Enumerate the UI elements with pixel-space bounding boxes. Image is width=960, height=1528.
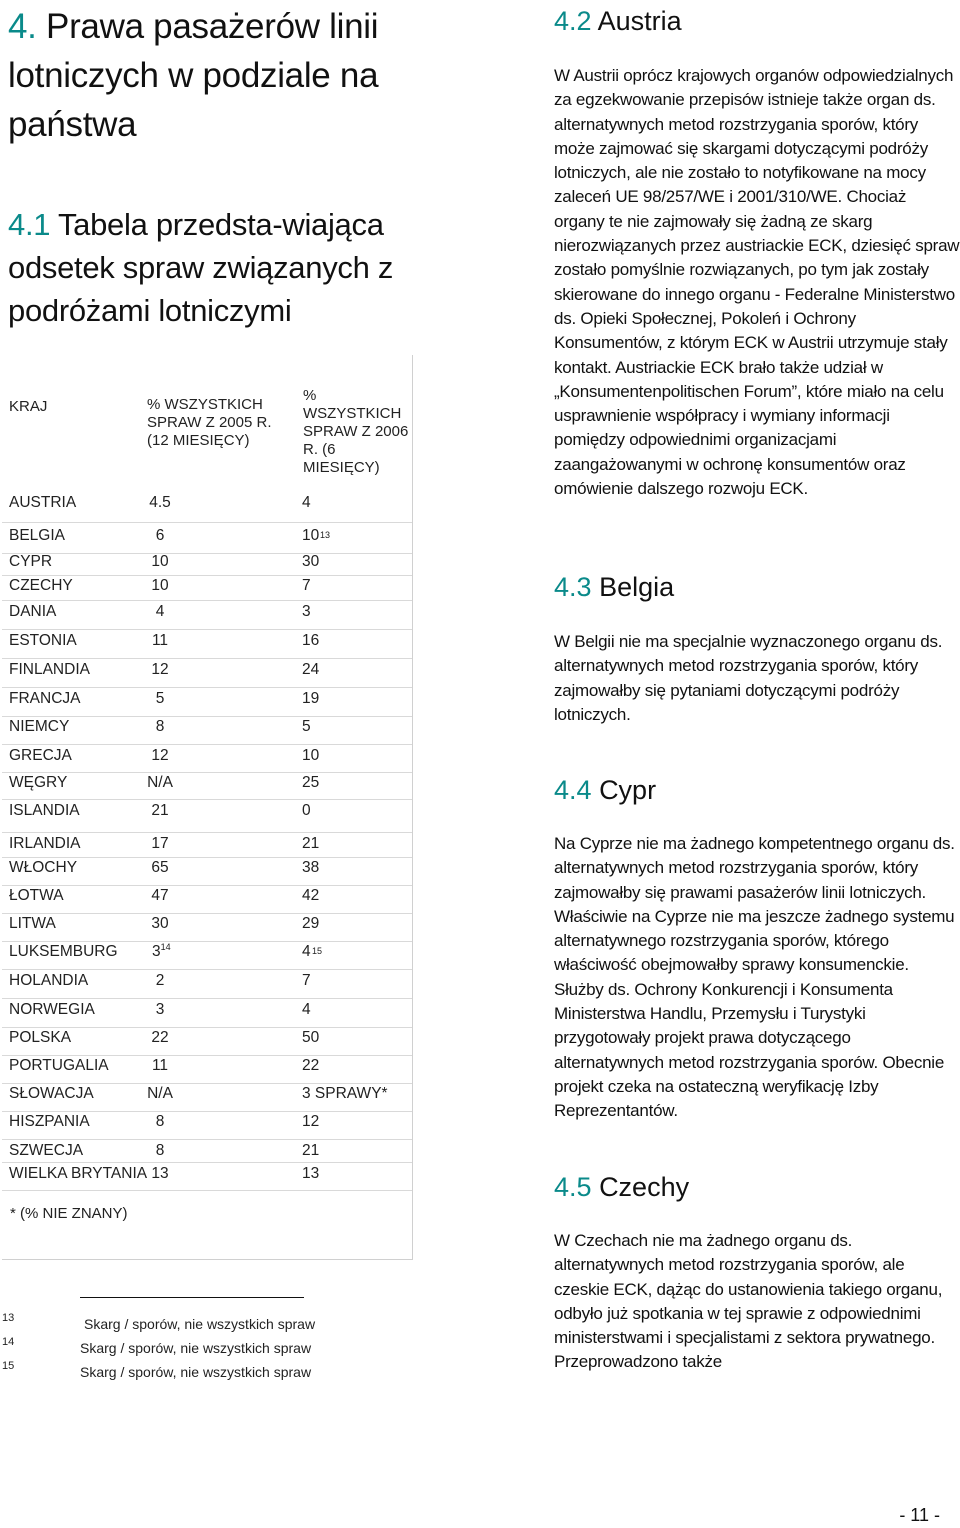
cell-2006: 10 bbox=[302, 747, 320, 764]
cell-country: FRANCJA bbox=[9, 690, 81, 707]
col-header-2006: % WSZYSTKICH SPRAW Z 2006 R. (6 MIESIĘCY) bbox=[303, 387, 409, 476]
cell-2006: 12 bbox=[302, 1113, 320, 1130]
section-paragraph: W Austrii oprócz krajowych organów odpowiedzialnych za egzekwowanie przepisów istnieje także organ ds. alternatywnych metod rozstrzygania sporów, który może zajmować się skargami dotyczącymi podróży lotniczych, ale nie zostało to notyfikowane na mocy zaleceń UE 98/257/WE i 2001/310/WE. Chociaż organy te nie zajmowały się żadną ze skarg nierozwiązanych przez austriackie ECK, dziesięć spraw zostało pomyślnie rozwiązanych, po tym jak zostały skierowane do innego organu - Federalne Ministerstwo ds. Opieki Społecznej, Pokoleń i Ochrony Konsumentów, z którym ECK w Austrii utrzymuje stały kontakt. Austriackie ECK brało także udział w „Konsumentenpolitischen Forum”, które miało na celu usprawnienie współpracy i wymiany informacji pomiędzy odpowiednimi organizacjami zaangażowanymi w ochronę konsumentów oraz omówienie dalszego rozwoju ECK. bbox=[554, 66, 960, 499]
table-row bbox=[2, 913, 412, 942]
cell-2006: 42 bbox=[302, 887, 320, 904]
cell-country: POLSKA bbox=[9, 1029, 72, 1046]
cell-country: HOLANDIA bbox=[9, 972, 89, 989]
cell-2006: 19 bbox=[302, 690, 320, 707]
cell-country: IRLANDIA bbox=[9, 835, 81, 852]
cell-2006: 50 bbox=[302, 1029, 320, 1046]
footnote-number: 13 bbox=[2, 1312, 15, 1324]
table-row bbox=[2, 492, 412, 523]
table-row bbox=[2, 575, 412, 601]
cell-country: NIEMCY bbox=[9, 718, 70, 735]
table-row bbox=[2, 745, 412, 773]
cell-2006: 16 bbox=[302, 632, 320, 649]
heading-text: Prawa pasażerów linii lotniczych w podziale na państwa bbox=[8, 7, 379, 144]
cell-2006: 13 bbox=[302, 1165, 320, 1182]
cell-2005: N/A bbox=[147, 1085, 173, 1102]
cell-2005: 3 bbox=[152, 943, 161, 960]
section-paragraph: Na Cyprze nie ma żadnego kompetentnego organu ds. alternatywnych metod rozstrzygania sporów, który zajmowałby się prawami pasażerów linii lotniczych. Właściwie na Cyprze nie ma jeszcze żadnego systemu alternatywnego rozstrzygania sporów, którego właściwość obejmowałby sprawy konsumenckie. Służby ds. Ochrony Konkurencji i Konsumenta Ministerstwa Handlu, Przemysłu i Turystyki przygotowały projekt prawa dotyczącego alternatywnych metod rozstrzygania sporów. Obecnie projekt czeka na ostateczną weryfikację Izby Reprezentantów. bbox=[554, 834, 955, 1121]
cell-country: PORTUGALIA bbox=[9, 1057, 109, 1074]
table-row bbox=[2, 716, 412, 745]
col-header-country: KRAJ bbox=[9, 398, 48, 415]
cell-2005: 11 bbox=[151, 632, 169, 649]
table-row bbox=[2, 630, 412, 659]
table-heading-number: 4.1 bbox=[8, 207, 51, 242]
footnote-text: Skarg / sporów, nie wszystkich spraw bbox=[84, 1316, 316, 1332]
cell-2006: 3 bbox=[302, 603, 311, 620]
table-row bbox=[2, 1111, 412, 1140]
table-row bbox=[2, 833, 412, 858]
cell-country: HISZPANIA bbox=[9, 1113, 90, 1130]
cell-2006: 21 bbox=[302, 1142, 320, 1159]
cell-2005: 10 bbox=[151, 553, 169, 570]
cell-2006: 4 bbox=[302, 943, 311, 960]
cell-2005: 12 bbox=[151, 747, 169, 764]
cell-2006: 0 bbox=[302, 802, 311, 819]
table-row bbox=[2, 1055, 412, 1084]
cell-2005: 5 bbox=[155, 690, 165, 707]
cell-2006: 5 bbox=[302, 718, 311, 735]
table-row bbox=[2, 1140, 412, 1163]
footnote-number: 15 bbox=[2, 1360, 15, 1372]
cell-2006: 21 bbox=[302, 835, 320, 852]
footnote-text: Skarg / sporów, nie wszystkich spraw bbox=[80, 1340, 312, 1356]
cell-2005: 4 bbox=[155, 603, 165, 620]
section-heading bbox=[554, 1171, 689, 1203]
table-row bbox=[2, 800, 412, 833]
cell-2005: 30 bbox=[151, 915, 169, 932]
cell-country: WIELKA BRYTANIA bbox=[9, 1165, 148, 1182]
table-row bbox=[2, 1163, 412, 1191]
cell-country: FINLANDIA bbox=[9, 661, 90, 678]
table-row bbox=[2, 1027, 412, 1056]
section-paragraph: W Czechach nie ma żadnego organu ds. alternatywnych metod rozstrzygania sporów, ale czeskie ECK, dążąc do ustanowienia takiego organu, odbyło już spotkania w tej sprawie z odpowiednimi ministerstwami i specjalistami z sektora prywatnego. Przeprowadzono także bbox=[554, 1231, 943, 1372]
cell-country: ŁOTWA bbox=[9, 887, 64, 904]
footnote-number: 14 bbox=[2, 1336, 15, 1348]
section-number: 4.3 bbox=[554, 572, 592, 602]
table-row bbox=[2, 601, 412, 630]
cell-2006: 30 bbox=[302, 553, 320, 570]
cell-2005: 21 bbox=[151, 802, 169, 819]
cell-2005: 10 bbox=[151, 577, 169, 594]
cell-country: WĘGRY bbox=[9, 774, 68, 791]
table-row bbox=[2, 772, 412, 800]
footnote-text: Skarg / sporów, nie wszystkich spraw bbox=[80, 1364, 312, 1380]
section-title: Austria bbox=[597, 6, 682, 36]
cell-country: SZWECJA bbox=[9, 1142, 84, 1159]
cell-country: LUKSEMBURG bbox=[9, 943, 118, 960]
section-heading bbox=[554, 774, 656, 806]
table-row bbox=[2, 885, 412, 914]
cell-2005: 3 bbox=[155, 1001, 165, 1018]
cell-2006: 10 bbox=[302, 527, 320, 544]
footnote-ref: 14 bbox=[160, 942, 171, 952]
cell-2006: 22 bbox=[302, 1057, 320, 1074]
cell-country: LITWA bbox=[9, 915, 56, 932]
section-heading bbox=[554, 571, 674, 603]
table-row: LUKSEMBURG 4 $3^{14}$ 15 bbox=[2, 941, 412, 970]
cell-2006: 38 bbox=[302, 859, 320, 876]
table-note: * (% NIE ZNANY) bbox=[10, 1205, 128, 1222]
table-row bbox=[2, 688, 412, 717]
cell-country: ISLANDIA bbox=[9, 802, 80, 819]
cell-country: CZECHY bbox=[9, 577, 73, 594]
cell-country: BELGIA bbox=[9, 527, 65, 544]
cell-2006: 25 bbox=[302, 774, 320, 791]
cell-country: NORWEGIA bbox=[9, 1001, 95, 1018]
footnote-separator bbox=[80, 1297, 304, 1298]
table-row bbox=[2, 1083, 412, 1112]
table-heading-text: Tabela przedsta-wiająca odsetek spraw związanych z podróżami lotniczymi bbox=[8, 207, 394, 328]
cell-2006: 4 bbox=[302, 494, 311, 511]
page-number: - 11 - bbox=[899, 1505, 940, 1525]
section-number: 4.2 bbox=[554, 6, 592, 36]
cell-2005: 2 bbox=[155, 972, 165, 989]
table-row bbox=[2, 551, 412, 576]
cell-2005: 22 bbox=[151, 1029, 169, 1046]
cell-2005: 11 bbox=[151, 1057, 169, 1074]
cell-country: WŁOCHY bbox=[9, 859, 78, 876]
cell-2005: 12 bbox=[151, 661, 169, 678]
col-header-2005: % WSZYSTKICH SPRAW Z 2005 R. (12 MIESIĘCY) bbox=[147, 396, 272, 449]
table-row bbox=[2, 999, 412, 1028]
cell-2006: 29 bbox=[302, 915, 320, 932]
cell-country: DANIA bbox=[9, 603, 57, 620]
cell-2006: 4 bbox=[302, 1001, 311, 1018]
section-title: Czechy bbox=[599, 1172, 690, 1202]
cell-2005: 6 bbox=[155, 527, 165, 544]
table-row bbox=[2, 857, 412, 886]
cell-2005: 8 bbox=[155, 1113, 165, 1130]
cell-2006: 7 bbox=[302, 972, 311, 989]
section-title: Belgia bbox=[599, 572, 675, 602]
cell-2005: 65 bbox=[151, 859, 169, 876]
section-heading bbox=[554, 5, 682, 37]
cell-2006: 3 SPRAWY* bbox=[302, 1085, 388, 1102]
cell-2005: 8 bbox=[155, 718, 165, 735]
cell-country: GRECJA bbox=[9, 747, 72, 764]
page-heading bbox=[8, 2, 428, 149]
cell-2005: 4.5 bbox=[149, 494, 171, 511]
cell-country: SŁOWACJA bbox=[9, 1085, 94, 1102]
cell-2005: 17 bbox=[151, 835, 169, 852]
table-row bbox=[2, 970, 412, 999]
cell-2005: 47 bbox=[151, 887, 169, 904]
table-heading bbox=[8, 203, 428, 332]
cell-2005: 13 bbox=[151, 1165, 169, 1182]
cell-2006: 7 bbox=[302, 577, 311, 594]
section-number: 4.4 bbox=[554, 775, 592, 805]
heading-number: 4. bbox=[8, 7, 37, 46]
section-paragraph: W Belgii nie ma specjalnie wyznaczonego organu ds. alternatywnych metod rozstrzygania sporów, który zajmowałby się pytaniami dotyczącymi podróży lotniczych. bbox=[554, 632, 943, 724]
cell-2005: 8 bbox=[155, 1142, 165, 1159]
cell-country: ESTONIA bbox=[9, 632, 77, 649]
table-row bbox=[2, 659, 412, 688]
section-number: 4.5 bbox=[554, 1172, 592, 1202]
section-title: Cypr bbox=[599, 775, 657, 805]
cell-country: AUSTRIA bbox=[9, 494, 77, 511]
cell-2006: 24 bbox=[302, 661, 320, 678]
table-row: BELGIA 6 10 13 bbox=[2, 525, 412, 554]
cell-2005: N/A bbox=[147, 774, 173, 791]
cell-country: CYPR bbox=[9, 553, 53, 570]
